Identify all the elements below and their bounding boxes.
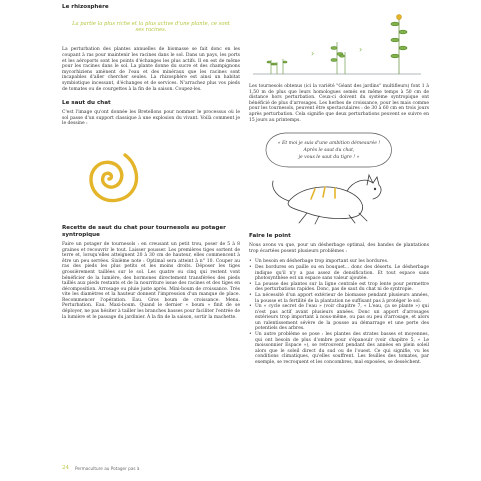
saut-du-chat-title: Le saut du chat bbox=[62, 100, 111, 107]
rhizosphere-body: La perturbation des plantes annuelles de biomasse se fait donc en les coupant à ras pour maintenir les racines dans le sol. Dans un pays, les ports et les aéroports sont les points d'échanges les plus actifs. Il en est de même pour les racines dans le sol. La plante donne du sucre et des champignons mycorhiziens amènent de l'eau et des minéraux que les racines sont incapables d'aller chercher seules. La rhizosphère est ainsi un habitat symbiotique incessant, d'échanges et de services. N'arrachez plus vos pieds de tomates ou de courgettes à la fin de la saison. Coupez-les. bbox=[62, 47, 240, 92]
point-title: Faire le point bbox=[249, 233, 291, 240]
tournesol-caption: Les tournesols obtenus (ici la variété "Géant des jardins" multifleurs) font 1 à 1,50 m de plus que leurs homologues semés en même temps à 50 cm de distance hors perturbation. Ceux-ci doivent du système syntropique ont bénéficié de plus d'arrosages. Les herbes de croissance, pour les mais comme pour les tournesols, peuvent être spectaculaires : de 30 à 60 cm en trois jours après perturbation. Cela signifie que deux perturbations peuvent se suivre en 15 jours au printemps. bbox=[249, 84, 429, 123]
bullet-icon: • bbox=[249, 332, 252, 338]
list-item: • Un besoin en désherbage trop important sur les bordures. bbox=[249, 259, 389, 265]
cat-speech-line-1: « Et moi je suis d'une ambition démesurée ! bbox=[277, 141, 381, 147]
sunflower-growth-illustration bbox=[249, 12, 425, 78]
recette-body: Faire un potager de tournesols : en creusant un petit trou, poser de 5 à 8 graines et recouvrir le tout. Laisser pousser. Les premières tiges sortent de terre et, lorsqu'elles atteignent 20 à 30 cm de hauteur, elles commencent à être un peu serrées. Sixième note : Optimal sera atteint à n° 10. Couper au ras des pieds les plus petits et les moins droits. Déposer les tiges grossièrement taillées sur le sol. Les quatre ou cinq qui restent vont bénéficier de la lumière, des hormones directement transférées des pieds taillés aux pieds restants et de la nourriture issue des racines et des tiges en décomposition. Arrosage ou pluie juste après. Mini-boum de croissance. Très vite les diamètres et la hauteur donnent l'impression d'un manque de place. Recommencer l'opération. Eau. Gros boum de croissance. Menu. Perturbation. Eau. Maxi-boum. Quand le dernier « boum » finit de se déployer, ne pas hésiter à tailler les branches basses pour faciliter l'entrée de la lumière et le passage du jardinier. À la fin de la saison, sortir la machette. bbox=[62, 241, 240, 320]
left-column bbox=[62, 4, 240, 444]
cat-speech-line-3: je vous le saut du tigre ! » bbox=[298, 155, 360, 161]
bullet-icon: • bbox=[249, 264, 252, 270]
spiral-stroke bbox=[91, 155, 136, 201]
recette-title: Recette de saut du chat pour tournesols au potager syntropique bbox=[62, 224, 226, 238]
bullet-icon: • bbox=[249, 281, 252, 287]
plant-stage-2 bbox=[331, 42, 345, 74]
rhizosphere-title: Le rhizosphère bbox=[62, 4, 109, 10]
footer-book-title: Permaculture au Potager pas à bbox=[75, 465, 140, 471]
cat-speech-line-2: Après le saut du chat, bbox=[303, 148, 355, 154]
right-column bbox=[249, 4, 429, 464]
spiral-illustration bbox=[72, 141, 146, 215]
list-item: • La pousse des plantes sur la ligne centrale est trop lente pour permettre des perturbations rapides. Donc, pas de saut du chat ni de syntropie. bbox=[249, 281, 429, 293]
page-footer bbox=[62, 465, 140, 471]
list-item: • Un autre problème se pose : les plantes des strates basses et moyennes, qui ont besoin de plus d'ombre pour s'épanouir (voir chapitre 5, « Le moissonnier Espace »), se retrouvent pendant des années en plein soleil alors que le soleil direct du sud ou de l'ouest. Ce qui signifie, vu les conditions climatiques, qu'elles souffrent. Les feuilles des tomates, par exemple, se recroquent et les concombres, mal exposées, se dessèchent. bbox=[249, 332, 429, 366]
bullet-icon: • bbox=[249, 259, 252, 265]
saut-du-chat-body: C'est l'image qu'ont donnée les Bretellons pour nommer le processus où le sol passe d'un support classique à une explosion du vivant. Voilà comment je le dessine : bbox=[62, 110, 240, 127]
bullet-icon: • bbox=[249, 292, 252, 298]
rhizosphere-quote: La partie la plus riche et la plus active d'une plante, ce sont ses racines. bbox=[72, 21, 230, 34]
plant-stage-3 bbox=[391, 15, 407, 74]
cat-illustration bbox=[249, 127, 427, 227]
list-item: • Un « cycle secret de l'eau » (voir chapitre 7, « L'eau, ça se plante ») qui n'est pas actif avant plusieurs années. Donc un apport d'arrosages extérieurs trop important à nous-même, ou pas ou peu d'arrosage, et alors un ralentissement sévère de la pousse au démarrage et une perte des potentiels des arbres. bbox=[249, 304, 429, 332]
bullet-icon: • bbox=[249, 304, 252, 310]
svg-text:›: › bbox=[311, 49, 315, 58]
point-intro: Nous avons vu que, pour un désherbage optimal, des bandes de plantations trop écartées posent plusieurs problèmes : bbox=[249, 243, 429, 254]
list-item: • Des bordures en paille ou en bouquet... donc des déserts. Le désherbage indique qu'il n'y a pas assez de densification. Et tout espace sans photosynthèse est un espace sans valeur ajoutée. bbox=[249, 264, 429, 282]
plant-stage-1 bbox=[267, 59, 287, 74]
svg-text:›: › bbox=[359, 45, 363, 54]
point-bullet-list bbox=[249, 259, 429, 365]
cat-stripes bbox=[311, 187, 335, 199]
jumping-cat-drawing bbox=[273, 175, 381, 224]
page-number: 24 bbox=[62, 465, 69, 471]
list-item: • La nécessité d'un apport extérieur de biomasse pendant plusieurs années, la pousse et la fertilité de la plantation ne suffisant pas à protéger le sol. bbox=[249, 292, 429, 304]
